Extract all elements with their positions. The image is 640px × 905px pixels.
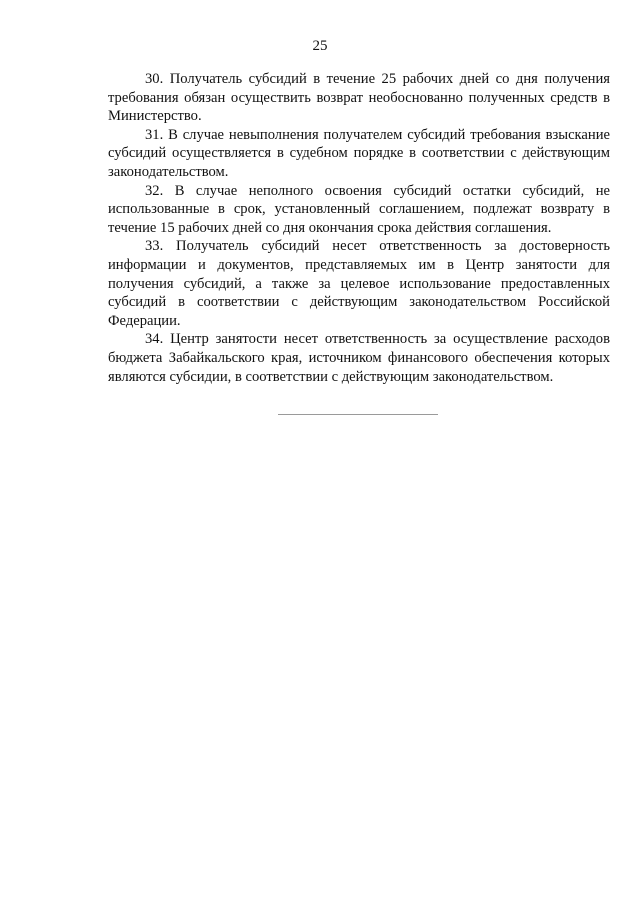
paragraph-32: 32. В случае неполного освоения субсидий остатки субсидий, не использованные в срок, установленный соглашением, подлежат возврату в течение 15 рабочих дней со дня окончания срока действия соглашения. xyxy=(108,182,610,236)
paragraph-31: 31. В случае невыполнения получателем субсидий требования взыскание субсидий осуществляется в судебном порядке в соответствии с действующим законодательством. xyxy=(108,126,610,180)
paragraph-30: 30. Получатель субсидий в течение 25 рабочих дней со дня получения требования обязан осуществить возврат необоснованно полученных средств в Министерство. xyxy=(108,71,610,125)
end-separator-line xyxy=(278,414,438,415)
page-number: 25 xyxy=(312,38,328,54)
paragraph-34: 34. Центр занятости несет ответственность за осуществление расходов бюджета Забайкальского края, источником финансового обеспечения которых являются субсидии, в соответствии с действующим законодательством. xyxy=(108,331,610,385)
paragraph-33: 33. Получатель субсидий несет ответственность за достоверность информации и документов, представляемых им в Центр занятости для получения субсидий, а также за целевое использование предоставленных субсидий в соответствии с действующим законодательством Российской Федерации. xyxy=(108,238,610,329)
document-body xyxy=(108,70,610,386)
